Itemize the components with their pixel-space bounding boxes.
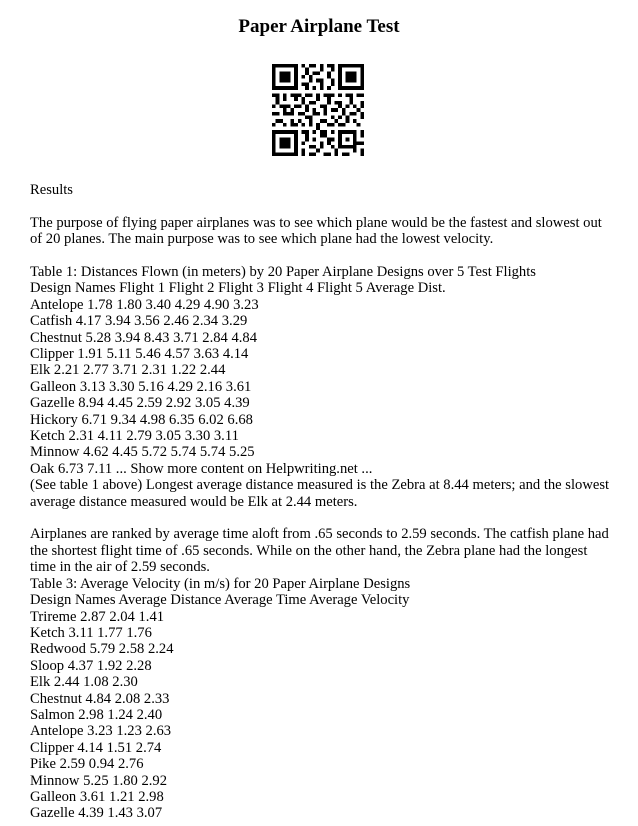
intro-paragraph: The purpose of flying paper airplanes was to see which plane would be the fastest and slowest out of 20 planes. The main purpose was to see which plane had the lowest velocity. <box>30 214 602 248</box>
table3-row: Ketch 3.11 1.77 1.76 <box>30 624 152 641</box>
table1-row: Gazelle 8.94 4.45 2.59 2.92 3.05 4.39 <box>30 395 250 412</box>
spacer <box>30 510 612 526</box>
table1-row: Elk 2.21 2.77 3.71 2.31 1.22 2.44 <box>30 362 226 379</box>
table3-row: Gazelle 4.39 1.43 3.07 <box>30 805 163 822</box>
document-body <box>30 182 612 822</box>
table1-row: Clipper 1.91 5.11 5.46 4.57 3.63 4.14 <box>30 346 249 363</box>
results-heading: Results <box>30 182 73 198</box>
table3-row: Sloop 4.37 1.92 2.28 <box>30 657 152 674</box>
table1-row: Chestnut 5.28 3.94 8.43 3.71 2.84 4.84 <box>30 329 258 346</box>
table3-row: Pike 2.59 0.94 2.76 <box>30 756 144 773</box>
table3-row: Galleon 3.61 1.21 2.98 <box>30 788 164 805</box>
table3-row: Salmon 2.98 1.24 2.40 <box>30 706 163 723</box>
table3-row: Redwood 5.79 2.58 2.24 <box>30 641 174 658</box>
time-aloft-paragraph: Airplanes are ranked by average time aloft from .65 seconds to 2.59 seconds. The catfish plane had the shortest flight time of .65 seconds. While on the other hand, the Zebra plane had the longest time in the air of 2.59 seconds. <box>30 526 609 576</box>
table3-row: Clipper 4.14 1.51 2.74 <box>30 739 162 756</box>
table1-header: Design Names Flight 1 Flight 2 Flight 3 Flight 4 Flight 5 Average Dist. <box>30 280 446 297</box>
qr-code-icon <box>272 64 364 156</box>
table3-row: Elk 2.44 1.08 2.30 <box>30 674 138 691</box>
table1-caption: Table 1: Distances Flown (in meters) by 20 Paper Airplane Designs over 5 Test Flights <box>30 264 536 280</box>
table1-row: Catfish 4.17 3.94 3.56 2.46 2.34 3.29 <box>30 313 248 330</box>
table1-row: Hickory 6.71 9.34 4.98 6.35 6.02 6.68 <box>30 411 253 428</box>
table3-row: Trireme 2.87 2.04 1.41 <box>30 608 165 625</box>
page-title: Paper Airplane Test <box>238 16 400 37</box>
table1-row: Galleon 3.13 3.30 5.16 4.29 2.16 3.61 <box>30 378 252 395</box>
spacer <box>30 248 612 264</box>
table1-row: Minnow 4.62 4.45 5.72 5.74 5.74 5.25 <box>30 444 255 461</box>
table1-row-truncated: Oak 6.73 7.11 ... Show more content on Helpwriting.net ... <box>30 460 373 477</box>
table3-caption: Table 3: Average Velocity (in m/s) for 20 Paper Airplane Designs <box>30 575 411 592</box>
table1-row: Ketch 2.31 4.11 2.79 3.05 3.30 3.11 <box>30 428 239 445</box>
table3-row: Antelope 3.23 1.23 2.63 <box>30 723 172 740</box>
table3-row: Chestnut 4.84 2.08 2.33 <box>30 690 170 707</box>
table3-row: Minnow 5.25 1.80 2.92 <box>30 772 168 789</box>
table3-header: Design Names Average Distance Average Time Average Velocity <box>30 592 410 609</box>
table1-row: Antelope 1.78 1.80 3.40 4.29 4.90 3.23 <box>30 296 259 313</box>
spacer <box>30 198 612 214</box>
table1-note: (See table 1 above) Longest average distance measured is the Zebra at 8.44 meters; and the slowest average distance measured would be Elk at 2.44 meters. <box>30 477 610 510</box>
